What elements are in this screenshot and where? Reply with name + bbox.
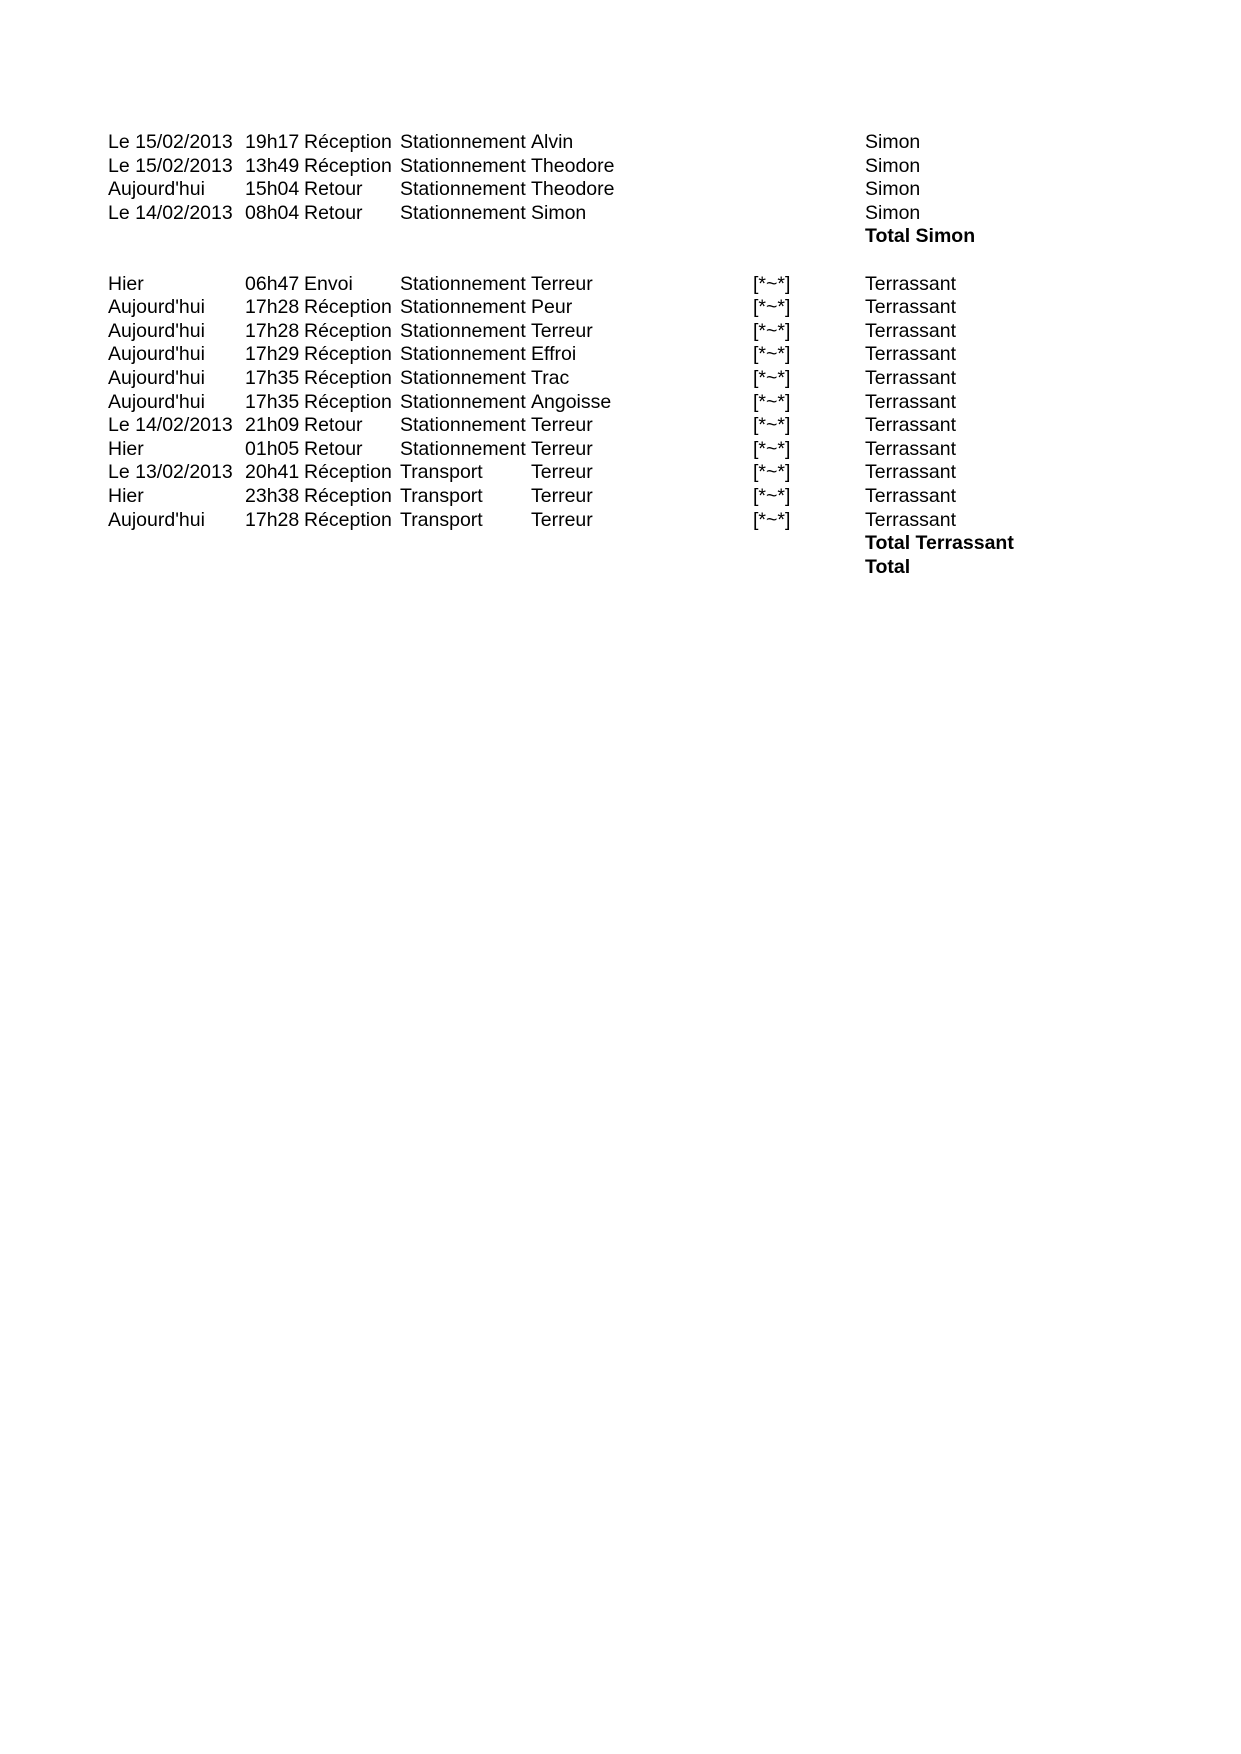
cell-owner: Terrassant [865,272,957,295]
total-filler-cell [245,225,304,249]
cell-time: 01h05 [245,437,300,460]
cell-subject: Terreur [531,461,593,484]
spacer-cell [531,249,753,273]
cell-category: Transport [400,508,483,531]
table-row [108,485,1025,509]
cell-category: Stationnement [400,154,526,177]
cell-time: 15h04 [245,178,300,201]
cell-action: Réception [304,131,392,153]
cell-time: 06h47 [245,272,300,295]
cell-subject: Angoisse [531,390,612,413]
cell-date: Aujourd'hui [108,508,205,531]
group-total-row [108,532,1025,556]
table-row [108,296,1025,320]
total-filler-cell [531,225,753,249]
spacer-cell [865,249,1025,273]
cell-time: 20h41 [245,461,300,484]
cell-token: [*~*] [753,390,791,413]
cell-time: 17h29 [245,343,300,366]
cell-subject: Terreur [531,484,593,507]
cell-subject: Peur [531,296,573,319]
cell-subject: Terreur [531,437,593,460]
cell-token: [*~*] [753,343,791,366]
cell-owner: Terrassant [865,319,957,342]
cell-action: Envoi [304,272,353,295]
total-filler-cell [753,532,865,556]
group-total-label: Total Terrassant [865,532,1014,555]
cell-owner: Simon [865,154,921,177]
total-filler-cell [531,556,753,580]
cell-date: Le 14/02/2013 [108,201,233,224]
cell-token: [*~*] [753,272,791,295]
table-row [108,367,1025,391]
cell-time: 17h28 [245,319,300,342]
cell-subject: Simon [531,201,587,224]
cell-category: Stationnement [400,131,526,153]
total-filler-cell [400,532,531,556]
total-filler-cell [108,556,245,580]
cell-category: Transport [400,484,483,507]
cell-subject: Theodore [531,178,615,201]
cell-action: Réception [304,461,392,484]
cell-action: Retour [304,437,363,460]
cell-date: Hier [108,437,144,460]
cell-time: 17h35 [245,390,300,413]
spacer-cell [108,249,245,273]
cell-owner: Simon [865,178,921,201]
total-filler-cell [108,532,245,556]
activity-report-table [108,131,1025,579]
cell-category: Stationnement [400,437,526,460]
table-row [108,414,1025,438]
total-filler-cell [531,532,753,556]
cell-token: [*~*] [753,508,791,531]
table-row [108,273,1025,297]
cell-action: Retour [304,201,363,224]
cell-action: Réception [304,296,392,319]
cell-date: Le 15/02/2013 [108,131,233,153]
cell-owner: Terrassant [865,366,957,389]
cell-action: Retour [304,414,363,437]
cell-subject: Theodore [531,154,615,177]
cell-action: Retour [304,178,363,201]
cell-category: Stationnement [400,178,526,201]
cell-category: Stationnement [400,390,526,413]
cell-time: 19h17 [245,131,300,153]
cell-time: 08h04 [245,201,300,224]
total-filler-cell [753,225,865,249]
total-filler-cell [108,225,245,249]
cell-token: [*~*] [753,366,791,389]
cell-date: Aujourd'hui [108,366,205,389]
cell-category: Stationnement [400,296,526,319]
cell-owner: Simon [865,201,921,224]
cell-owner: Terrassant [865,484,957,507]
cell-token: [*~*] [753,414,791,437]
cell-category: Stationnement [400,414,526,437]
table-row [108,202,1025,226]
total-filler-cell [304,225,400,249]
cell-owner: Terrassant [865,343,957,366]
cell-action: Réception [304,319,392,342]
cell-date: Hier [108,484,144,507]
cell-owner: Terrassant [865,508,957,531]
cell-token: [*~*] [753,296,791,319]
cell-action: Réception [304,390,392,413]
report-body [108,131,1108,579]
cell-category: Stationnement [400,343,526,366]
cell-subject: Trac [531,366,570,389]
cell-category: Transport [400,461,483,484]
cell-owner: Terrassant [865,437,957,460]
cell-time: 23h38 [245,484,300,507]
cell-subject: Terreur [531,272,593,295]
table-row [108,155,1025,179]
cell-time: 17h35 [245,366,300,389]
table-row [108,178,1025,202]
cell-category: Stationnement [400,201,526,224]
cell-subject: Terreur [531,319,593,342]
grand-total-label: Total [865,555,911,578]
cell-action: Réception [304,366,392,389]
cell-owner: Simon [865,131,921,153]
table-row [108,509,1025,533]
table-row [108,343,1025,367]
spacer-cell [245,249,304,273]
spacer-cell [304,249,400,273]
grand-total-row [108,556,1025,580]
cell-date: Aujourd'hui [108,390,205,413]
cell-date: Aujourd'hui [108,178,205,201]
cell-date: Aujourd'hui [108,319,205,342]
table-row [108,438,1025,462]
cell-token: [*~*] [753,461,791,484]
cell-action: Réception [304,154,392,177]
total-filler-cell [245,556,304,580]
cell-time: 13h49 [245,154,300,177]
cell-date: Le 13/02/2013 [108,461,233,484]
table-row [108,131,1025,155]
cell-owner: Terrassant [865,296,957,319]
total-filler-cell [400,556,531,580]
cell-subject: Effroi [531,343,577,366]
table-row [108,320,1025,344]
total-filler-cell [304,556,400,580]
cell-date: Hier [108,272,144,295]
cell-token: [*~*] [753,484,791,507]
spacer-cell [753,249,865,273]
cell-time: 17h28 [245,508,300,531]
spacer-cell [400,249,531,273]
cell-category: Stationnement [400,272,526,295]
group-total-row [108,225,1025,249]
cell-time: 17h28 [245,296,300,319]
cell-date: Le 15/02/2013 [108,154,233,177]
group-total-label: Total Simon [865,225,976,248]
cell-owner: Terrassant [865,461,957,484]
cell-time: 21h09 [245,414,300,437]
report-rows [108,131,1025,579]
cell-action: Réception [304,484,392,507]
cell-date: Aujourd'hui [108,296,205,319]
cell-subject: Alvin [531,131,574,153]
total-filler-cell [304,532,400,556]
total-filler-cell [753,556,865,580]
table-row [108,391,1025,415]
cell-token: [*~*] [753,437,791,460]
total-filler-cell [245,532,304,556]
cell-token: [*~*] [753,319,791,342]
cell-subject: Terreur [531,508,593,531]
group-spacer-row [108,249,1025,273]
cell-date: Le 14/02/2013 [108,414,233,437]
table-row [108,461,1025,485]
total-filler-cell [400,225,531,249]
cell-category: Stationnement [400,319,526,342]
cell-action: Réception [304,508,392,531]
cell-date: Aujourd'hui [108,343,205,366]
cell-owner: Terrassant [865,414,957,437]
cell-category: Stationnement [400,366,526,389]
cell-action: Réception [304,343,392,366]
cell-subject: Terreur [531,414,593,437]
cell-owner: Terrassant [865,390,957,413]
